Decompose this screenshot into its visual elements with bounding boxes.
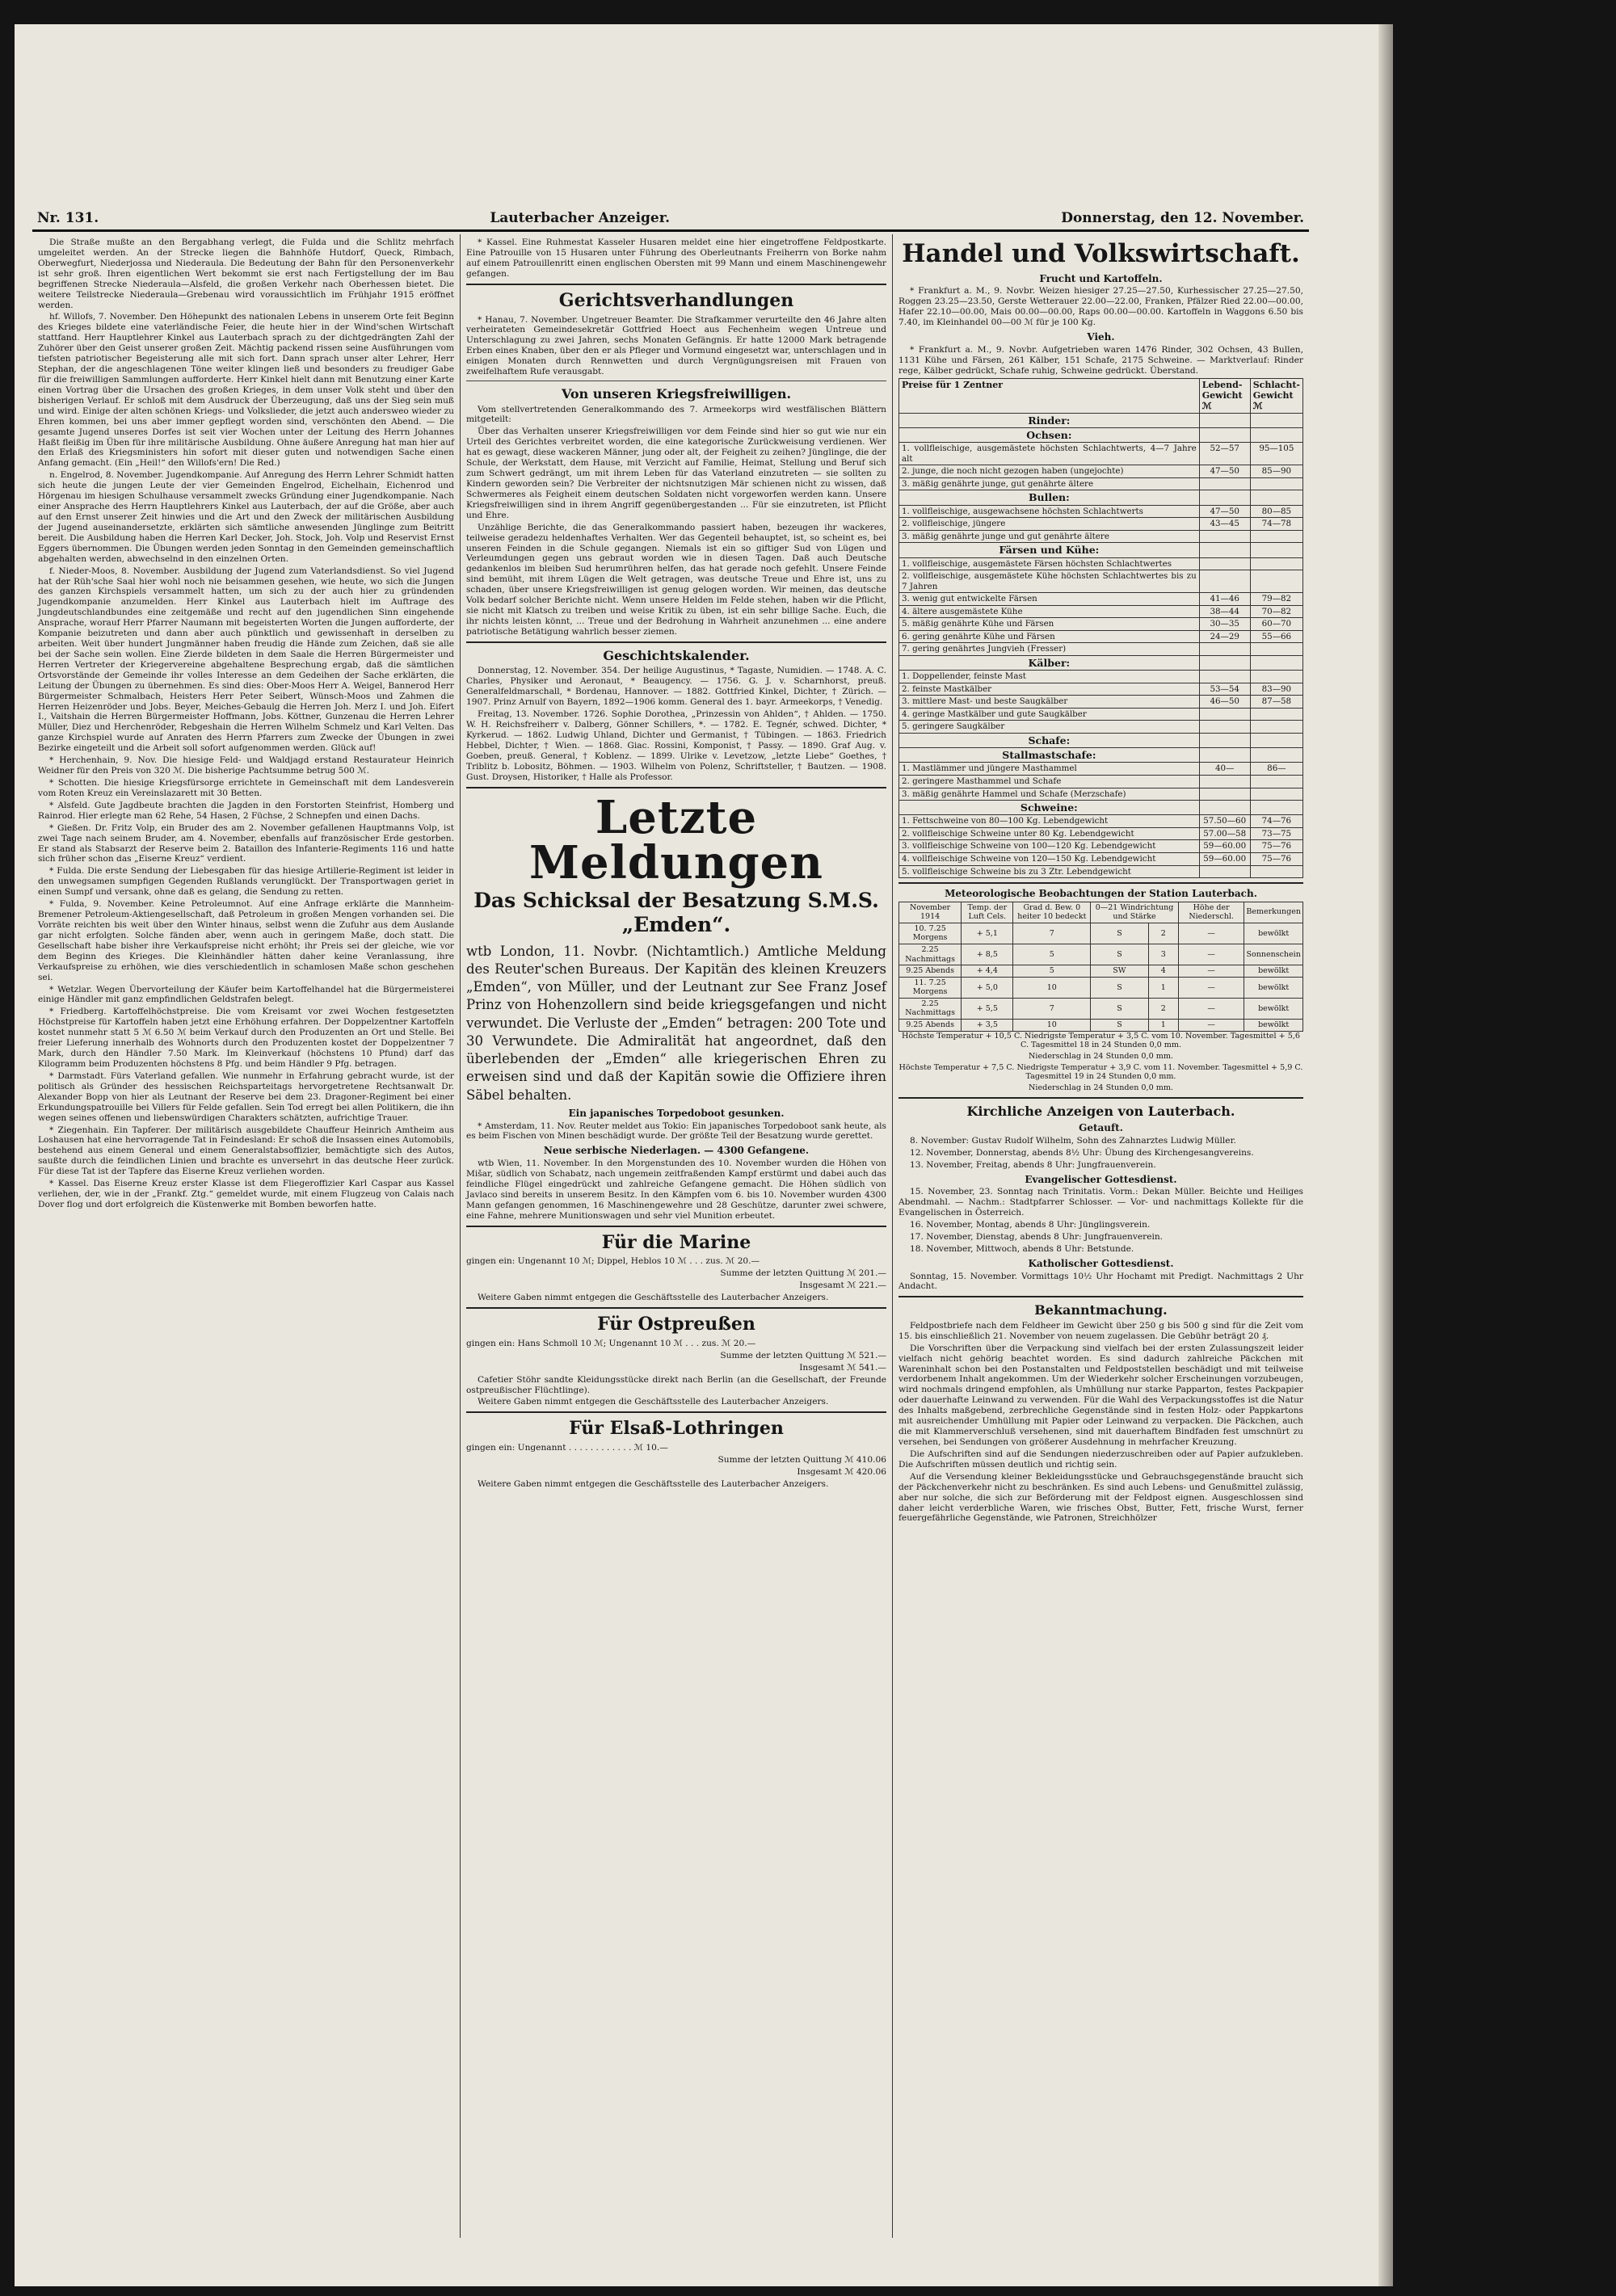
table-cell: 2. vollfleischige Schweine unter 80 Kg. Lebendgewicht [899, 827, 1200, 840]
table-row [899, 518, 1303, 531]
section-title: Meteorologische Beobachtungen der Station Lauterbach. [945, 888, 1257, 900]
table-cell: 74—78 [1250, 518, 1302, 531]
table-row [899, 763, 1303, 776]
table-section-title: Schafe: [899, 733, 1200, 747]
table-cell: 5. vollfleischige Schweine bis zu 3 Ztr. Lebendgewicht [899, 865, 1200, 878]
table-cell: — [1178, 1020, 1244, 1032]
divider [466, 1226, 886, 1227]
table-cell [1250, 733, 1302, 747]
newspaper-title: Lauterbacher Anzeiger. [490, 210, 671, 226]
divider [898, 1097, 1303, 1099]
table-header: Preise für 1 Zentner [899, 378, 1200, 413]
headline-emden: Das Schicksal der Besatzung S.M.S. „Emden“. [473, 888, 879, 936]
table-cell: 60—70 [1250, 618, 1302, 631]
column-local-news [32, 234, 461, 2238]
table-section-row [899, 427, 1303, 442]
table-header-row [899, 902, 1303, 923]
article: n. Engelrod, 8. November. Jugendkompanie. Auf Anregung des Herrn Lehrer Schmidt hatten sich heute die jungen Leute der vier Gemeinden Engelrod, Eichelhain, Eichenrod und Hörgenau im hiesigen Schulhause versammelt zwecks Gründung einer Jugendkompanie. Nach einer Ansprache des Herrn Hauptlehrers Kinkel aus Lauterbach, der auf die Größe, aber auch auf den Ernst unserer Zeit hinwies und die Art und den Zweck der militärischen Ausbildung der Jugend auseinandersetzte, erklärten sich sämtliche anwesenden Jünglinge zum Beitritt bereit. Die Ausbildung haben die Herren Karl Decker, Joh. Stock, Joh. Volp und Reservist Ernst Eggers übernommen. Die Übungen werden jeden Sonntag in den Gemeinden gemeinschaftlich abgehalten werden, abwechselnd in den einzelnen Orten. [38, 470, 454, 564]
divider [466, 1307, 886, 1309]
table-cell: 5 [1013, 944, 1091, 965]
table-row [899, 505, 1303, 518]
divider [466, 787, 886, 788]
table-cell [1199, 427, 1250, 442]
table-row [899, 1020, 1303, 1032]
table-cell [1199, 490, 1250, 505]
table-cell: 80—85 [1250, 505, 1302, 518]
table-cell: — [1178, 944, 1244, 965]
page-edge [1378, 24, 1393, 2286]
table-header: Schlacht-Gewicht ℳ [1250, 378, 1302, 413]
table-cell: 4 [1148, 965, 1178, 978]
article: Freitag, 13. November. 1726. Sophie Dorothea, „Prinzessin von Ahlden“, † Ahlden. — 1750. W. H. Reichsfreiherr v. Dalberg, Gönner Schillers, *. — 1782. E. Tegnér, schwed. Dichter, * Kyrkerud. — 1862. Ludwig Uhland, Dichter und Germanist, † Tübingen. — 1863. Friedrich Hebbel, Dichter, † Wien. — 1868. Giac. Rossini, Komponist, † Passy. — 1890. Graf Aug. v. Goeben, preuß. General, † Koblenz. — 1899. Ulrike v. Levetzow, „letzte Liebe“ Goethes, † Triblitz b. Lobositz, Böhmen. — 1903. Wilhelm von Polenz, Schriftsteller, † Bautzen. — 1908. Gust. Droysen, Historiker, † Halle als Professor. [466, 709, 886, 782]
table-cell: 1. Mastlämmer und jüngere Masthammel [899, 763, 1200, 776]
table-cell [1199, 748, 1250, 763]
table-cell: — [1178, 923, 1244, 944]
table-cell [1199, 733, 1250, 747]
table-section-row [899, 543, 1303, 557]
page-header [32, 210, 1309, 232]
table-cell: 9.25 Abends [899, 1020, 962, 1032]
table-section-row [899, 801, 1303, 815]
table-section-row [899, 748, 1303, 763]
table-row [899, 965, 1303, 978]
table-cell: 87—58 [1250, 696, 1302, 709]
section-title: Bekanntmachung. [1034, 1302, 1168, 1318]
donation-line: gingen ein: Ungenannt 10 ℳ; Dippel, Heblos 10 ℳ . . . zus. ℳ 20.— [466, 1256, 760, 1267]
table-cell: 10 [1013, 1020, 1091, 1032]
table-row [899, 477, 1303, 490]
issue-date: Donnerstag, den 12. November. [1061, 210, 1304, 226]
table-row [899, 696, 1303, 709]
table-cell [1199, 477, 1250, 490]
article: Die Straße mußte an den Bergabhang verlegt, die Fulda und die Schlitz mehrfach umgeleitet werden. An der Strecke liegen die Bahnhöfe Hutdorf, Queck, Rimbach, Oberwegfurt, Niederjossa und Niederaula. Die Bedeutung der Bahn für den Personenverkehr ist sehr groß. Ihren eigentlichen Wert bekommt sie erst nach Fertigstellung der im Bau begriffenen Strecke Niederaula—Alsfeld, die großen Verkehr nach Oberhessen bietet. Die weitere Teilstrecke Niederaula—Grebenau wird voraussichtlich im Frühjahr 1915 eröffnet werden. [38, 238, 454, 310]
donation-line: gingen ein: Ungenannt . . . . . . . . . . . . ℳ 10.— [466, 1443, 668, 1453]
table-header: Temp. der Luft Cels. [962, 902, 1013, 923]
article: * Herchenhain, 9. Nov. Die hiesige Feld- und Waldjagd erstand Restaurateur Heinrich Weidner für den Preis von 320 ℳ. Die bisherige Pachtsumme betrug 500 ℳ. [38, 755, 454, 776]
section-title: Von unseren Kriegsfreiwilligen. [561, 386, 792, 402]
table-cell [1250, 865, 1302, 878]
table-cell: — [1178, 998, 1244, 1019]
table-cell [1199, 788, 1250, 801]
table-cell: 1 [1148, 977, 1178, 998]
church-notice: 18. November, Mittwoch, abends 8 Uhr: Betstunde. [910, 1243, 1134, 1254]
column-reports [461, 234, 893, 2238]
table-cell [1250, 708, 1302, 721]
table-cell [1199, 530, 1250, 543]
table-cell: 11. 7.25 Morgens [899, 977, 962, 998]
table-cell: 3 [1148, 944, 1178, 965]
article: * Fulda. Die erste Sendung der Liebesgaben für das hiesige Artillerie-Regiment ist leider in den unwegsamen sumpfigen Gegenden Rußlands verunglückt. Der Transportwagen geriet in einen Sumpf und versank, ohne daß es gelang, die Sendung zu retten. [38, 866, 454, 898]
table-cell: S [1091, 1020, 1149, 1032]
article-emden: wtb London, 11. Novbr. (Nichtamtlich.) Amtliche Meldung des Reuter'schen Bureaus. Der Kapitän des kleinen Kreuzers „Emden“, von Müller, und der Leutnant zur See Franz Josef Prinz von Hohenzollern sind beide kriegsgefangen und nicht verwundet. Die Verluste der „Emden“ betragen: 200 Tote und 30 Verwundete. Die Admiralität hat angeordnet, daß den überlebenden der „Emden“ alle kriegerischen Ehren zu erweisen sind und daß der Kapitän sowie die Offiziere ihren Säbel behalten. [466, 943, 886, 1103]
donation-total: Insgesamt ℳ 420.06 [797, 1467, 886, 1478]
donation-note: Weitere Gaben nimmt entgegen die Geschäftsstelle des Lauterbacher Anzeigers. [478, 1478, 829, 1489]
table-cell: 70—82 [1250, 605, 1302, 618]
table-header: Höhe der Niederschl. [1178, 902, 1244, 923]
table-cell: 85—90 [1250, 465, 1302, 478]
table-row [899, 643, 1303, 656]
table-cell [1199, 721, 1250, 734]
table-row [899, 923, 1303, 944]
table-cell: 6. gering genährte Kühe und Färsen [899, 630, 1200, 643]
table-cell [1199, 643, 1250, 656]
church-notice: 12. November, Donnerstag, abends 8½ Uhr: Übung des Kirchengesangvereins. [910, 1147, 1254, 1158]
section-title: Ein japanisches Torpedoboot gesunken. [568, 1107, 785, 1119]
table-cell [1250, 671, 1302, 683]
article: Donnerstag, 12. November. 354. Der heilige Augustinus, * Tagaste, Numidien. — 1748. A. C. Charles, Physiker und Aeronaut, * Beaugency. — 1756. G. J. v. Scharnhorst, preuß. Generalfeldmarschall, * Bordenau, Hannover. — 1882. Gottfried Kinkel, Dichter, † Zürich. — 1907. Prinz Arnulf von Bayern, 1892—1906 komm. General des 1. bayr. Armeekorps, † Venedig. [466, 666, 886, 708]
donation-line: Summe der letzten Quittung ℳ 521.— [720, 1350, 886, 1360]
table-cell [1250, 427, 1302, 442]
table-cell: 2.25 Nachmittags [899, 998, 962, 1019]
table-cell: S [1091, 977, 1149, 998]
table-section-title: Ochsen: [899, 427, 1200, 442]
table-cell: 75—76 [1250, 852, 1302, 865]
table-cell [1250, 788, 1302, 801]
table-row [899, 998, 1303, 1019]
section-title: Für Elsaß-Lothringen [569, 1418, 784, 1440]
table-cell: 75—76 [1250, 840, 1302, 853]
table-cell: bewölkt [1244, 977, 1303, 998]
table-cell: 1. Doppellender, feinste Mast [899, 671, 1200, 683]
table-section-row [899, 655, 1303, 670]
table-row [899, 443, 1303, 465]
table-section-title: Rinder: [899, 413, 1200, 427]
table-cell: + 8,5 [962, 944, 1013, 965]
table-cell: 95—105 [1250, 443, 1302, 465]
table-cell [1199, 671, 1250, 683]
donation-note: Weitere Gaben nimmt entgegen die Geschäftsstelle des Lauterbacher Anzeigers. [478, 1397, 829, 1407]
table-row [899, 840, 1303, 853]
livestock-price-table [898, 378, 1303, 879]
table-cell: 2. geringere Masthammel und Schafe [899, 775, 1200, 788]
article: * Friedberg. Kartoffelhöchstpreise. Die vom Kreisamt vor zwei Wochen festgesetzten Höchstpreise für Kartoffeln haben jetzt eine Erhöhung erfahren. Der Doppelzentner Kartoffeln kostet nunmehr statt 5 ℳ 6.50 ℳ beim Verkauf durch den Produzenten an Ort und Stelle. Bei freier Lieferung innerhalb des Wohnorts durch den Produzenten kostet der Doppelzentner 7 Mark, durch den Händler 7.50 Mark. Im Kleinverkauf (höchstens 10 Pfund) darf das Kilogramm beim Produzenten höchstens 8 Pfg. und beim Händler 9 Pfg. betragen. [38, 1007, 454, 1069]
church-notice: 8. November: Gustav Rudolf Wilhelm, Sohn des Zahnarztes Ludwig Müller. [910, 1135, 1236, 1146]
donation-line: Summe der letzten Quittung ℳ 410.06 [718, 1455, 886, 1465]
table-row [899, 465, 1303, 478]
article: * Schotten. Die hiesige Kriegsfürsorge errichtete in Gemeinschaft mit dem Landesverein vom Roten Kreuz ein Vereinslazarett mit 30 Betten. [38, 778, 454, 798]
table-body [899, 923, 1303, 1031]
section-title: Für die Marine [601, 1231, 751, 1253]
table-cell: 47—50 [1199, 465, 1250, 478]
table-cell: 1. vollfleischige, ausgemästete Färsen höchsten Schlachtwertes [899, 557, 1200, 570]
donation-total: Insgesamt ℳ 221.— [799, 1280, 886, 1291]
table-cell [1250, 655, 1302, 670]
page-content [32, 210, 1309, 2242]
weather-note: Niederschlag in 24 Stunden 0,0 mm. [1029, 1083, 1173, 1093]
table-section-title: Schweine: [899, 801, 1200, 815]
article: * Kassel. Eine Ruhmestat Kasseler Husaren meldet eine hier eingetroffene Feldpostkarte. Eine Patrouille von 15 Husaren unter Führung des Oberleutnants Freiherrn von Borke nahm auf einem Patrouillenritt einen englischen Obersten mit 99 Mann und einem Maschinengewehr gefangen. [466, 238, 886, 279]
article: * Hanau, 7. November. Ungetreuer Beamter. Die Strafkammer verurteilte den 46 Jahre alten verheirateten Gemeindesekretär Gottfried Hoect aus Fechenheim wegen Untreue und Unterschlagung zu zwei Jahren, sechs Monaten Gefängnis. Er hatte 12000 Mark betragende Erben eines Knaben, über den er als Pfleger und Vormund eingesetzt war, unterschlagen und in einigen Monaten durch Rennwetten und durch Vergnügungsreisen mit Frauen von zweifelhaftem Rufe verausgabt. [466, 314, 886, 377]
table-header: Grad d. Bew. 0 heiter 10 bedeckt [1013, 902, 1091, 923]
table-row [899, 865, 1303, 878]
church-notice: 15. November, 23. Sonntag nach Trinitatis. Vorm.: Dekan Müller. Beichte und Heiliges Abendmahl. — Nachm.: Stadtpfarrer Schlosser. — Vor- und nachmittags Kollekte für die Evangelischen in Österreich. [898, 1187, 1303, 1218]
article: Die Vorschriften über die Verpackung sind vielfach bei der ersten Zulassungszeit leider vielfach nicht gehörig beachtet worden. Es sind dadurch zahlreiche Päckchen mit Wareninhalt schon bei den Postanstalten und Feldpoststellen beschädigt und mit teilweise verdorbenem Inhalt angekommen. Um der Wiederkehr solcher Erscheinungen vorzubeugen, wird nochmals dringend empfohlen, als Umhüllung nur starke Papparton, festes Packpapier oder dauerhafte Leinwand zu verwenden. Für die Wahl des Verpackungsstoffes ist die Natur des Inhalts maßgebend, zerbrechliche Gegenstände sind in festen Holz- oder Pappkartons mit ausreichender Umhüllung mit Papier oder Leinwand zu verpacken. Die Päckchen, auch die mit Klammerverschluß versehenen, sind mit dauerhaftem Bindfaden fest umschnürt zu versehen, bei Sendungen von größerer Ausdehnung in mehrfacher Kreuzung. [898, 1343, 1303, 1448]
table-cell [1199, 413, 1250, 427]
table-section-row [899, 413, 1303, 427]
table-cell: SW [1091, 965, 1149, 978]
table-cell: + 4,4 [962, 965, 1013, 978]
donation-line: Summe der letzten Quittung ℳ 201.— [720, 1268, 886, 1279]
church-notice: 17. November, Dienstag, abends 8 Uhr: Jungfrauenverein. [910, 1232, 1164, 1243]
article: * Amsterdam, 11. Nov. Reuter meldet aus Tokio: Ein japanisches Torpedoboot sank heute, als es beim Fischen von Minen beschädigt wurde. Der größte Teil der Besatzung wurde gerettet. [466, 1121, 886, 1142]
table-row [899, 683, 1303, 696]
table-cell: 1. Fettschweine von 80—100 Kg. Lebendgewicht [899, 815, 1200, 828]
weather-note: Höchste Temperatur + 7,5 C. Niedrigste Temperatur + 3,9 C. vom 11. November. Tagesmittel + 5,9 C. Tagesmittel 19 in 24 Stunden 0,0 mm. [898, 1062, 1303, 1082]
section-title: Evangelischer Gottesdienst. [1025, 1173, 1177, 1185]
table-cell: 3. mäßig genährte junge, gut genährte ältere [899, 477, 1200, 490]
table-row [899, 827, 1303, 840]
table-cell: S [1091, 923, 1149, 944]
table-cell [1199, 801, 1250, 815]
section-title: Getauft. [1079, 1122, 1123, 1134]
section-title: Kirchliche Anzeigen von Lauterbach. [966, 1103, 1235, 1119]
article: * Ziegenhain. Ein Tapferer. Der militärisch ausgebildete Chauffeur Heinrich Amtheim aus Loshausen hat eine hervorragende Tat in Feindesland: Er schoß die Insassen eines Automobils, bestehend aus einem General und einem Generalstabsoffizier, bemächtigte sich des Autos, saußte durch die feindlichen Linien und brachte es unversehrt in das deutsche Heer zurück. Für diese Tat ist der Tapfere das Eiserne Kreuz verliehen worden. [38, 1125, 454, 1177]
table-cell: S [1091, 944, 1149, 965]
table-cell: 1 [1148, 1020, 1178, 1032]
table-cell [1250, 801, 1302, 815]
table-cell: 7 [1013, 923, 1091, 944]
table-cell: 57.00—58 [1199, 827, 1250, 840]
table-row [899, 630, 1303, 643]
table-cell: 2.25 Nachmittags [899, 944, 962, 965]
table-cell: 38—44 [1199, 605, 1250, 618]
table-cell: S [1091, 998, 1149, 1019]
table-cell [1199, 655, 1250, 670]
table-row [899, 708, 1303, 721]
table-cell [1199, 557, 1250, 570]
table-cell: 4. geringe Mastkälber und gute Saugkälber [899, 708, 1200, 721]
table-cell [1250, 530, 1302, 543]
table-cell: 7 [1013, 998, 1091, 1019]
table-cell [1250, 721, 1302, 734]
donation-note: Weitere Gaben nimmt entgegen die Geschäftsstelle des Lauterbacher Anzeigers. [478, 1293, 829, 1303]
table-cell: 30—35 [1199, 618, 1250, 631]
table-cell: + 5,1 [962, 923, 1013, 944]
weather-table [898, 902, 1303, 1032]
table-cell [1250, 570, 1302, 593]
article: f. Nieder-Moos, 8. November. Ausbildung der Jugend zum Vaterlandsdienst. So viel Jugend hat der Rüh'sche Saal hier wohl noch nie beisammen gesehen, wie heute, wo sich die Jungen des ganzen Kirchspiels versammelt hatten, um sich zu der auch hier zu gründenden Jugendkompanie anzumelden. Herr Kinkel aus Lauterbach hielt im Auftrage des Jungdeutschlandbundes eine zeitgemäße und recht auf den jugendlichen Sinn eingehende Ansprache, worauf Herr Pfarrer Naumann mit begeisterten Worten die Jungen aufforderte, der Kompanie beizutreten und dann aber auch pünktlich und gewissenhaft in derselben zu arbeiten. Weit über hundert Jungmänner haben freudig die Hände zum Zeichen, daß sie alle bei der Sache sein wollen. Eine Zierde bildeten in dem Saale die Herren Bürgermeister und Herren Vertreter der Kriegervereine abgehaltene Besprechung ergab, daß die sämtlichen Ortsvorstände der Gemeinde ihr volles Interesse an dem Gedeihen der Sache erklärten, die Leitung der Übungen zu übernehmen. Es sind dies: Ober-Moos Herr A. Weigel, Bannerod Herr Bürgermeister Schmalbach, Heisters Herr Peter Seibert, Wünsch-Moos und Zahmen die Herren Heizenröder und Jobs. Beyer, Meiches-Gebaulg die Herren Joh. Merz I. und Joh. Eifert I., Vaitshain die Herren Bürgermeister Hoffmann, Jobs. Köttner, Gunzenau die Herren Lehrer Müller, Diez und Herchenröder, Rebgeshain die Herren Wilhelm Schmelz und Karl Velten. Das ganze Kirchspiel wurde auf Anraten des Herrn Pfarrers zum Zwecke der Übungen in zwei Bezirke eingeteilt und die Arbeit soll sofort aufgenommen werden. Glück auf! [38, 566, 454, 754]
table-header: November 1914 [899, 902, 962, 923]
table-row [899, 721, 1303, 734]
table-cell: 10. 7.25 Morgens [899, 923, 962, 944]
donation-total: Insgesamt ℳ 541.— [799, 1362, 886, 1373]
table-section-title: Bullen: [899, 490, 1200, 505]
table-cell [1250, 748, 1302, 763]
table-cell: 46—50 [1199, 696, 1250, 709]
section-title: Für Ostpreußen [597, 1314, 755, 1335]
table-cell: — [1178, 977, 1244, 998]
table-cell: 52—57 [1199, 443, 1250, 465]
table-cell: 3. mäßig genährte Hammel und Schafe (Merzschafe) [899, 788, 1200, 801]
table-cell: 1. vollfleischige, ausgemästete höchsten Schlachtwerts, 4—7 Jahre alt [899, 443, 1200, 465]
table-cell: 55—66 [1250, 630, 1302, 643]
table-cell: 40— [1199, 763, 1250, 776]
table-cell [1199, 865, 1250, 878]
article: hf. Willofs, 7. November. Den Höhepunkt des nationalen Lebens in unserem Orte feit Beginn des Krieges bildete eine vaterländische Feier, die heute hier in der Wind'schen Wirtschaft stattfand. Herr Hauptlehrer Kinkel aus Lauterbach sprach zu der dichtgedrängten Zahl der Zuhörer über den Geist unserer großen Zeit. Mächtig packend rissen seine Ausführungen vom tiefsten patriotischer Begeisterung alle mit sich fort. Dann sprach unser alter Lehrer, Herr Stephan, der die angeschlagenen Töne weiter klingen ließ und besonders zu freudiger Gabe für die freiwilligen Sammlungen aufforderte. Herr Kinkel hielt dann mit Benutzung einer Karte einen Vortrag über die Ursachen des großen Krieges, in dem unser Volk steht und über den bisherigen Verlauf. Er schloß mit dem Ausdruck der Überzeugung, daß uns der Sieg sein muß und wird. Einige der alten schönen Kriegs- und Volkslieder, die jetzt auch andersweo wieder zu Ehren kommen, bei uns aber immer gepflegt worden sind, verschönten den Abend. — Die gesamte Jugend unseres Dorfes ist seit vier Wochen unter der Leitung des Herrn Johannes Haßt fleißig im Üben für ihre militärische Ausbildung. Ohne äußere Anregung hat man hier auf den Erlaß des Kriegsministers hin sofort mit dieser guten und notwendigen Sache einen Anfang gemacht. (Ein „Heil!“ den Willofs'ern! Die Red.) [38, 312, 454, 469]
table-cell: bewölkt [1244, 1020, 1303, 1032]
table-row [899, 944, 1303, 965]
table-cell: 2. junge, die noch nicht gezogen haben (ungejochte) [899, 465, 1200, 478]
table-cell [1250, 775, 1302, 788]
table-cell: 5. geringere Saugkälber [899, 721, 1200, 734]
table-cell: 3. vollfleischige Schweine von 100—120 Kg. Lebendgewicht [899, 840, 1200, 853]
table-cell: 43—45 [1199, 518, 1250, 531]
table-cell: 9.25 Abends [899, 965, 962, 978]
table-cell: — [1178, 965, 1244, 978]
section-title: Neue serbische Niederlagen. — 4300 Gefangene. [543, 1145, 810, 1157]
headline-latest-news: Letzte Meldungen [529, 790, 823, 889]
divider [898, 1296, 1303, 1297]
divider [466, 284, 886, 285]
weather-note: Niederschlag in 24 Stunden 0,0 mm. [1029, 1052, 1173, 1062]
table-section-title: Färsen und Kühe: [899, 543, 1200, 557]
article: * Kassel. Das Eiserne Kreuz erster Klasse ist dem Fliegeroffizier Karl Caspar aus Kassel verliehen, der, wie in der „Frankf. Ztg.“ gemeldet wurde, mit einem Flugzeug von Calais nach Dover flog und dort erfolgreich die Küstenwerke mit Bomben beworfen hatte. [38, 1179, 454, 1209]
donation-line: gingen ein: Hans Schmoll 10 ℳ; Ungenannt 10 ℳ . . . zus. ℳ 20.— [466, 1338, 756, 1348]
table-cell: Sonnenschein [1244, 944, 1303, 965]
table-row [899, 605, 1303, 618]
table-row [899, 775, 1303, 788]
section-title: Frucht und Kartoffeln. [1039, 272, 1163, 284]
article: * Alsfeld. Gute Jagdbeute brachten die Jagden in den Forstorten Steinfrist, Homberg und Rainrod. Hier erlegte man 62 Rehe, 54 Hasen, 2 Füchse, 2 Schnepfen und einen Dachs. [38, 800, 454, 821]
table-cell [1250, 557, 1302, 570]
table-cell: 4. ältere ausgemästete Kühe [899, 605, 1200, 618]
article: Feldpostbriefe nach dem Feldheer im Gewicht über 250 g bis 500 g sind für die Zeit vom 15. bis einschließlich 21. November von neuem zugelassen. Die Gebühr beträgt 20 ₰. [898, 1320, 1303, 1341]
section-title: Geschichtskalender. [603, 647, 750, 663]
article: Über das Verhalten unserer Kriegsfreiwilligen vor dem Feinde sind hier so gut wie nur ein Urteil des Gerichtes verbreitet worden, die eine kategorische Zurückweisung verdienen. Wer hat es gewagt, diese wackeren Männer, jung oder alt, der Feigheit zu zeihen? Jünglinge, die der Schule, der Werkstatt, dem Hause, mit Verzicht auf Familie, Heimat, Stellung und Beruf sich zum Schwert gedrängt, um mit ihrem Leben für das Vaterland einzutreten — sie sollten zu Kindern geworden sein? Die Verbreiter der nichtsnutzigen Mär schienen nicht zu wissen, daß Schwermeres als Feigheit einem deutschen Soldaten nicht vorgeworfen werden kann. Unsere Kriegsfreiwilligen sind in ihrem Angriff gegenübergestanden ... Für sie einzutreten, ist Pflicht und Ehre. [466, 427, 886, 520]
section-title-economy: Handel und Volkswirtschaft. [902, 239, 1300, 268]
table-cell: + 3,5 [962, 1020, 1013, 1032]
article: * Fulda, 9. November. Keine Petroleumnot. Auf eine Anfrage erklärte die Mannheim-Bremener Petroleum-Aktiengesellschaft, daß Petroleum in großen Mengen vorhanden sei. Die Vorräte reichten bis weit über den Winter hinaus, selbst wenn die Zufuhr aus dem Auslande gar nicht erfolgten. Solche fänden aber, wenn auch in geringem Maße, doch statt. Die Gesellschaft habe bisher ihre Verkaufspreise nicht erhöht; ihr Preis sei der gleiche, wie vor dem Beginn des Krieges. Die Kleinhändler hätten daher keine Veranlassung, ihre Verkaufspreise zu erhöhen, wie dies verschiedentlich in schamlosen Maße schon geschehen sei. [38, 899, 454, 982]
table-cell: 74—76 [1250, 815, 1302, 828]
table-cell: 3. mäßig genährte junge und gut genährte ältere [899, 530, 1200, 543]
table-cell: 4. vollfleischige Schweine von 120—150 Kg. Lebendgewicht [899, 852, 1200, 865]
article: * Darmstadt. Fürs Vaterland gefallen. Wie nunmehr in Erfahrung gebracht wurde, ist der politisch als Gründer des hessischen Reichsparteitags hervorgetretene Rechtsanwalt Dr. Alexander Bopp von hier als Leutnant der Reserve bei dem 23. Dragoner-Regiment bei einer Erkundungspatrouille bei Villers für Felde gefallen. Sein Tod erregt bei allen Politikern, die ihn wegen seines offenen und liebenswürdigen Charakters schätzten, aufrichtige Trauer. [38, 1070, 454, 1123]
table-row [899, 671, 1303, 683]
table-row [899, 593, 1303, 606]
table-body [899, 413, 1303, 877]
article: Die Aufschriften sind auf die Sendungen niederzuschreiben oder auf Papier aufzukleben. Die Aufschriften müssen deutlich und richtig sein. [898, 1449, 1303, 1470]
section-title: Katholischer Gottesdienst. [1028, 1257, 1174, 1269]
table-cell: 5. mäßig genährte Kühe und Färsen [899, 618, 1200, 631]
article: * Frankfurt a. M., 9. Novbr. Aufgetrieben waren 1476 Rinder, 302 Ochsen, 43 Bullen, 1131 Kühe und Färsen, 261 Kälber, 151 Schafe, 2175 Schweine. — Marktverlauf: Rinder rege, Kälber gedrückt, Schafe ruhig, Schweine gedrückt. Überstand. [898, 344, 1303, 376]
table-section-row [899, 490, 1303, 505]
table-cell [1250, 413, 1302, 427]
table-cell: 47—50 [1199, 505, 1250, 518]
table-cell: 57.50—60 [1199, 815, 1250, 828]
divider [466, 1411, 886, 1413]
table-cell: 2 [1148, 998, 1178, 1019]
table-cell [1250, 543, 1302, 557]
article: * Frankfurt a. M., 9. Novbr. Weizen hiesiger 27.25—27.50, Kurhessischer 27.25—27.50, Roggen 23.25—23.50, Gerste Wetterauer 22.00—22.00, Franken, Pfälzer Ried 22.00—00.00, Hafer 22.10—00.00, Mais 00.00—00.00, Raps 00.00—00.00. Kartoffeln in Waggons 6.50 bis 7.40, im Kleinhandel 00—00 ℳ für je 100 Kg. [898, 286, 1303, 328]
article: wtb Wien, 11. November. In den Morgenstunden des 10. November wurden die Höhen von Mišar, südlich von Schabatz, nach ungemein zeitfraßenden Kampf erstürmt und dabei auch das feindliche Flügel eingedrückt und zahlreiche Gefangene gemacht. Die Höhen südlich von Javlaco sind bereits in unserem Besitz. In den Kämpfen vom 6. bis 10. November wurden 4300 Mann gefangen genommen, 16 Maschinengewehre und 28 Geschütze, darunter zwei schwere, eine Fahne, mehrere Munitionswagen und sehr viel Munition erbeutet. [466, 1158, 886, 1221]
table-cell: 73—75 [1250, 827, 1302, 840]
article: Auf die Versendung kleiner Bekleidungsstücke und Gebrauchsgegenstände braucht sich der Päckchenverkehr nicht zu beschränken. Es sind auch Lebens- und Genußmittel zulässig, aber nur solche, die sich zur Beförderung mit der Feldpost eignen. Ausgeschlossen sind daher leicht verderbliche Waren, wie frisches Obst, Butter, Fett, frische Wurst, ferner feuergefährliche Gegenstände, wie Patronen, Streichhölzer [898, 1471, 1303, 1524]
table-cell: + 5,0 [962, 977, 1013, 998]
table-cell: 86— [1250, 763, 1302, 776]
table-row [899, 570, 1303, 593]
church-notice: 16. November, Montag, abends 8 Uhr: Jünglingsverein. [910, 1220, 1151, 1230]
table-cell [1250, 490, 1302, 505]
table-cell: 2. feinste Mastkälber [899, 683, 1200, 696]
table-cell: 5 [1013, 965, 1091, 978]
table-cell: 79—82 [1250, 593, 1302, 606]
table-row [899, 977, 1303, 998]
church-notice: 13. November, Freitag, abends 8 Uhr: Jungfrauenverein. [910, 1159, 1156, 1170]
table-header: Lebend-Gewicht ℳ [1199, 378, 1250, 413]
table-cell: 3. mittlere Mast- und beste Saugkälber [899, 696, 1200, 709]
table-row [899, 557, 1303, 570]
table-cell [1199, 543, 1250, 557]
table-row [899, 618, 1303, 631]
table-cell: 59—60.00 [1199, 852, 1250, 865]
table-row [899, 788, 1303, 801]
table-cell: bewölkt [1244, 998, 1303, 1019]
table-cell: 2 [1148, 923, 1178, 944]
table-row [899, 815, 1303, 828]
article: * Gießen. Dr. Fritz Volp, ein Bruder des am 2. November gefallenen Hauptmanns Volp, ist zwei Tage nach seinem Bruder, am 4. November, ebenfalls auf französischer Erde gestorben. Er stand als Stabsarzt der Reserve beim 2. Bataillon des Infanterie-Regiments 116 und hatte sich früher schon das „Eiserne Kreuz“ verdient. [38, 822, 454, 864]
church-notice: Sonntag, 15. November. Vormittags 10½ Uhr Hochamt mit Predigt. Nachmittags 2 Uhr Andacht. [898, 1271, 1303, 1292]
table-cell: 7. gering genährtes Jungvieh (Fresser) [899, 643, 1200, 656]
table-section-title: Stallmastschafe: [899, 748, 1200, 763]
table-header: Bemerkungen [1244, 902, 1303, 923]
table-cell: 83—90 [1250, 683, 1302, 696]
divider [898, 882, 1303, 884]
table-cell: 2. vollfleischige, ausgemästete Kühe höchsten Schlachtwertes bis zu 7 Jahren [899, 570, 1200, 593]
column-economy [893, 234, 1309, 2238]
table-cell: 1. vollfleischige, ausgewachsene höchsten Schlachtwerts [899, 505, 1200, 518]
table-cell: 59—60.00 [1199, 840, 1250, 853]
table-cell: 41—46 [1199, 593, 1250, 606]
article: * Wetzlar. Wegen Übervorteilung der Käufer beim Kartoffelhandel hat die Bürgermeisterei einige Händler mit ganz empfindlichen Geldstrafen belegt. [38, 984, 454, 1005]
table-cell: 3. wenig gut entwickelte Färsen [899, 593, 1200, 606]
issue-number: Nr. 131. [37, 210, 99, 226]
table-cell: bewölkt [1244, 965, 1303, 978]
table-cell: 24—29 [1199, 630, 1250, 643]
article: Unzählige Berichte, die das Generalkommando passiert haben, bezeugen ihr wackeres, teilweise geradezu heldenhaftes Verhalten. Wer das Gegenteil behauptet, ist, so scheint es, bei unseren Feinden in die Schule gegangen. Niemals ist ein so giftiger Sud von Lügen und Verleumdungen gegen uns gebraut worden wie in diesen Tagen. Daß auch Deutsche gedankenlos im bleiben Sud herumrühren helfen, das hat gerade noch gefehlt. Unsere Feinde sind bemüht, mit ihrem Lügen die Welt getragen, was deutsche Treue und Ehre ist, uns zu schaden, über unsere Kriegsfreiwilligen ist genug gelogen worden. Wir meinen, das deutsche Volk bedarf solcher Berichte nicht. Wenn unsere Helden im Felde stehen, haben wir die Pflicht, sie nicht mit Klatsch zu treiben und weise Kritik zu üben, ist ein sehr billige Sache. Euch, die ihr nichts leisten könnt, ... Treue und der Bedrohung in Wahrheit anzunehmen ... eine andere patriotische Betätigung wahrlich besser ziemen. [466, 522, 886, 637]
weather-note: Höchste Temperatur + 10,5 C. Niedrigste Temperatur + 3,5 C. vom 10. November. Tagesmittel + 5,6 C. Tagesmittel 18 in 24 Stunden 0,0 mm. [902, 1031, 1300, 1050]
table-section-title: Kälber: [899, 655, 1200, 670]
table-row [899, 530, 1303, 543]
table-row [899, 852, 1303, 865]
section-title: Gerichtsverhandlungen [558, 289, 794, 311]
table-cell [1199, 775, 1250, 788]
table-cell [1199, 570, 1250, 593]
section-title: Vieh. [1087, 331, 1115, 343]
table-section-row [899, 733, 1303, 747]
table-cell [1250, 477, 1302, 490]
table-cell [1199, 708, 1250, 721]
table-cell: bewölkt [1244, 923, 1303, 944]
divider [466, 641, 886, 643]
article: Vom stellvertretenden Generalkommando des 7. Armeekorps wird westfälischen Blättern mitgeteilt: [466, 404, 886, 425]
table-cell: 10 [1013, 977, 1091, 998]
donation-note: Cafetier Stöhr sandte Kleidungsstücke direkt nach Berlin (an die Gesellschaft, der Freunde ostpreußischer Flüchtlinge). [466, 1374, 886, 1395]
table-cell: 2. vollfleischige, jüngere [899, 518, 1200, 531]
table-header: 0—21 Windrichtung und Stärke [1091, 902, 1179, 923]
table-cell: + 5,5 [962, 998, 1013, 1019]
table-cell: 53—54 [1199, 683, 1250, 696]
table-cell [1250, 643, 1302, 656]
